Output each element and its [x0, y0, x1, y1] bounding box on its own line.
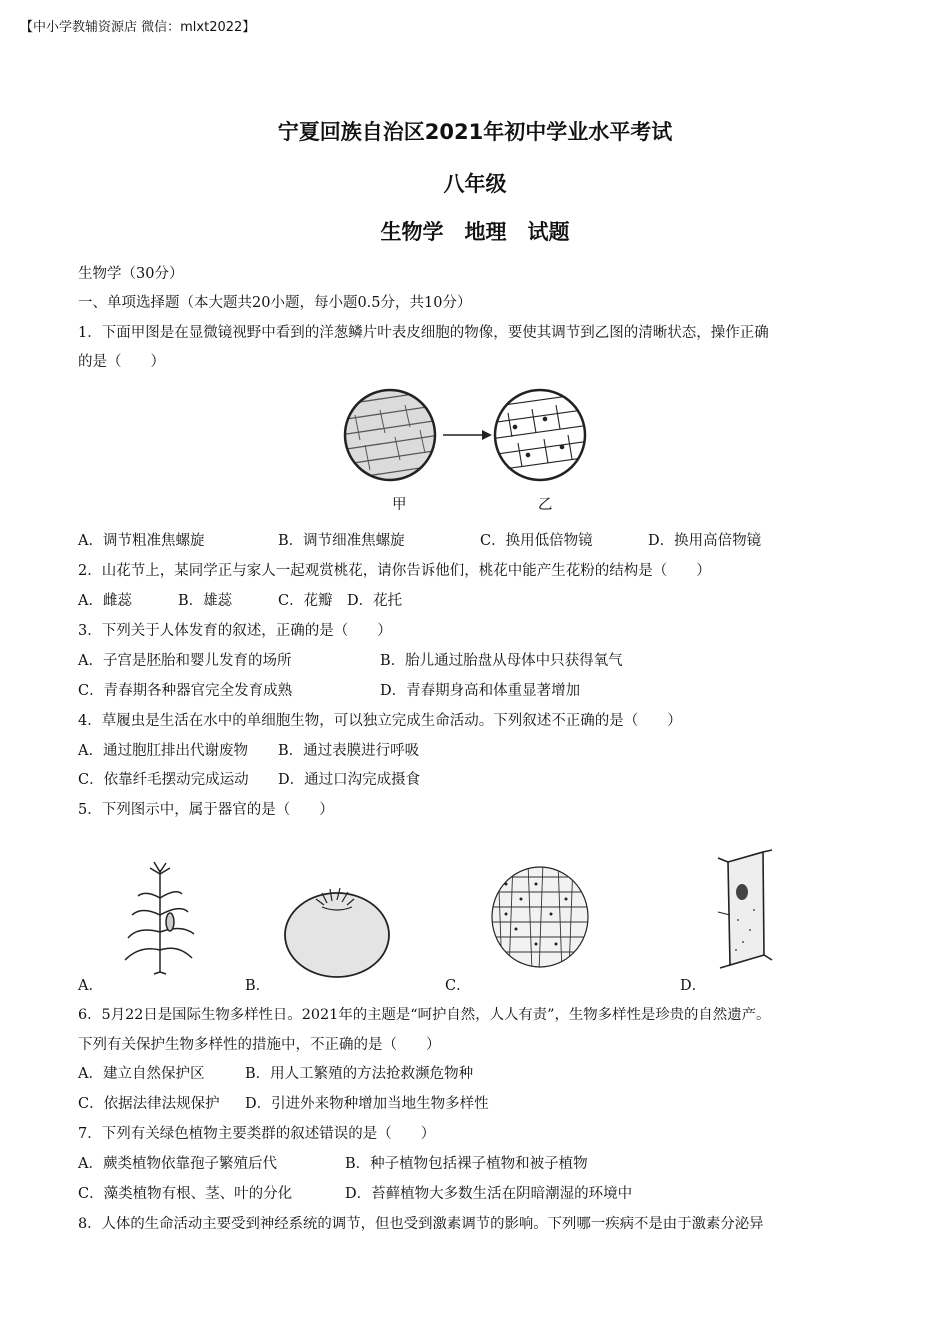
q1-option-b: B．调节细准焦螺旋 — [278, 533, 405, 549]
q7-stem: 7．下列有关绿色植物主要类群的叙述错误的是（ ） — [78, 1126, 436, 1142]
q1-option-d: D．换用高倍物镜 — [648, 533, 762, 549]
q1-stem-line2: 的是（ ） — [78, 354, 165, 370]
q5-option-c: C． — [445, 978, 471, 994]
page-header: 【中小学教辅资源店 微信：mlxt2022】 — [20, 20, 256, 35]
q5-option-a: A． — [78, 978, 103, 994]
q6-option-d: D．引进外来物种增加当地生物多样性 — [245, 1096, 489, 1112]
q2-stem: 2．山花节上，某同学正与家人一起观赏桃花，请你告诉他们，桃花中能产生花粉的结构是（ ） — [78, 563, 711, 579]
q1-stem-line1: 1．下面甲图是在显微镜视野中看到的洋葱鳞片叶表皮细胞的物像，要使其调节到乙图的清晰状态，操作正确 — [78, 325, 769, 341]
q4-option-b: B．通过表膜进行呼吸 — [278, 743, 420, 759]
q7-option-c: C．藻类植物有根、茎、叶的分化 — [78, 1186, 293, 1202]
microscope-view-figure — [340, 385, 590, 485]
blurry-cell-view — [340, 385, 440, 485]
section-heading: 生物学（30分） — [78, 266, 184, 282]
grade-title: 八年级 — [443, 172, 507, 196]
q4-option-d: D．通过口沟完成摄食 — [278, 772, 421, 788]
q6-stem-line1: 6．5月22日是国际生物多样性日。2021年的主题是“呵护自然，人人有责”，生物多样性是珍贵的自然遗产。 — [78, 1007, 771, 1023]
q3-option-a: A．子宫是胚胎和婴儿发育的场所 — [78, 653, 292, 669]
q1-option-a: A．调节粗准焦螺旋 — [78, 533, 205, 549]
q7-option-b: B．种子植物包括裸子植物和被子植物 — [345, 1156, 588, 1172]
q4-option-a: A．通过胞肛排出代谢废物 — [78, 743, 248, 759]
tomato-figure — [282, 885, 392, 980]
cell-tissue-figure — [488, 862, 593, 972]
q4-stem: 4．草履虫是生活在水中的单细胞生物，可以独立完成生命活动。下列叙述不正确的是（ ） — [78, 713, 682, 729]
q3-option-b: B．胎儿通过胎盘从母体中只获得氧气 — [380, 653, 623, 669]
q6-stem-line2: 下列有关保护生物多样性的措施中，不正确的是（ ） — [78, 1037, 441, 1053]
q6-option-b: B．用人工繁殖的方法抢救濒危物种 — [245, 1066, 474, 1082]
q6-option-c: C．依据法律法规保护 — [78, 1096, 220, 1112]
figure-label-yi: 乙 — [538, 497, 553, 513]
q2-option-a: A．雌蕊 — [78, 593, 132, 609]
q2-option-c: C．花瓣 — [278, 593, 333, 609]
corn-plant-figure — [120, 860, 200, 975]
q3-option-c: C．青春期各种器官完全发育成熟 — [78, 683, 293, 699]
q3-stem: 3．下列关于人体发育的叙述，正确的是（ ） — [78, 623, 392, 639]
q5-option-b: B． — [245, 978, 271, 994]
q6-option-a: A．建立自然保护区 — [78, 1066, 205, 1082]
plant-cell-figure — [718, 850, 773, 970]
q7-option-d: D．苔藓植物大多数生活在阴暗潮湿的环境中 — [345, 1186, 633, 1202]
q1-option-c: C．换用低倍物镜 — [480, 533, 593, 549]
q5-option-d: D． — [680, 978, 707, 994]
part-heading: 一、单项选择题（本大题共20小题，每小题0.5分，共10分） — [78, 295, 472, 311]
q5-stem: 5．下列图示中，属于器官的是（ ） — [78, 802, 334, 818]
q7-option-a: A．蕨类植物依靠孢子繁殖后代 — [78, 1156, 277, 1172]
clear-cell-view — [490, 393, 590, 471]
q2-option-b: B．雄蕊 — [178, 593, 233, 609]
q4-option-c: C．依靠纤毛摆动完成运动 — [78, 772, 249, 788]
figure-label-jia: 甲 — [392, 497, 407, 513]
q8-stem: 8．人体的生命活动主要受到神经系统的调节，但也受到激素调节的影响。下列哪一疾病不是由于激素分泌异 — [78, 1216, 764, 1232]
exam-title: 宁夏回族自治区2021年初中学业水平考试 — [277, 120, 673, 144]
q3-option-d: D．青春期身高和体重显著增加 — [380, 683, 581, 699]
q2-option-d: D．花托 — [347, 593, 403, 609]
subject-title: 生物学 地理 试题 — [380, 220, 570, 244]
